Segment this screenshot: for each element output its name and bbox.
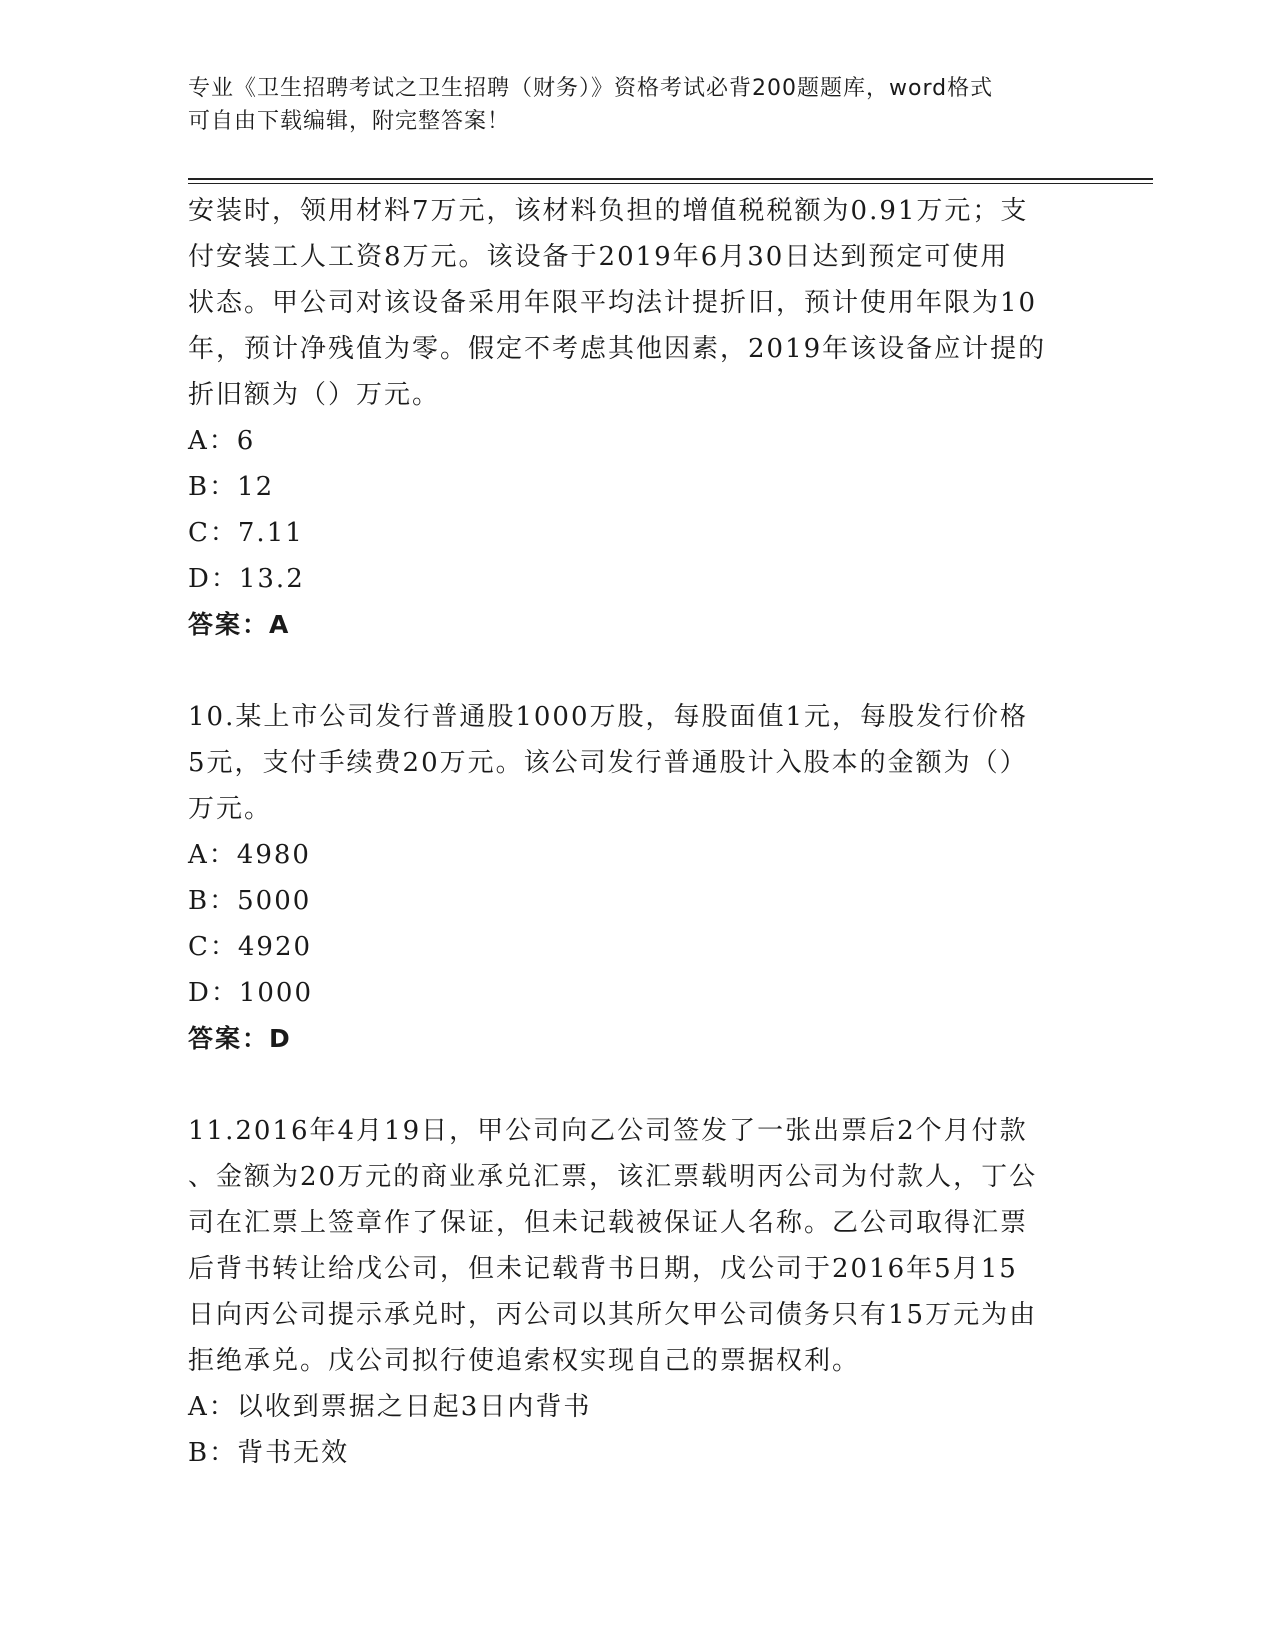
option-b: B：12 [188,472,275,502]
question-text-line: 日向丙公司提示承兑时，丙公司以其所欠甲公司债务只有15万元为由 [188,1300,1038,1330]
question-text-line: 后背书转让给戊公司，但未记载背书日期，戊公司于2016年5月15 [188,1254,1018,1284]
header-rule-thick [188,178,1153,180]
question-text-line: 11.2016年4月19日，甲公司向乙公司签发了一张出票后2个月付款 [188,1116,1028,1146]
document-header [188,72,1088,138]
question-text-line: 状态。甲公司对该设备采用年限平均法计提折旧，预计使用年限为10 [188,288,1038,318]
question-text-line: 付安装工人工资8万元。该设备于2019年6月30日达到预定可使用 [188,242,1009,272]
option-a: A：以收到票据之日起3日内背书 [188,1392,592,1422]
option-c: C：4920 [188,932,313,962]
question-text-line: 安装时，领用材料7万元，该材料负担的增值税税额为0.91万元；支 [188,196,1029,226]
option-b: B：5000 [188,886,312,916]
question-text-line: 5元，支付手续费20万元。该公司发行普通股计入股本的金额为（） [188,748,1028,778]
question-text-line: 、金额为20万元的商业承兑汇票，该汇票载明丙公司为付款人，丁公 [188,1162,1038,1192]
option-c: C：7.11 [188,518,304,548]
question-9 [188,188,1068,648]
option-d: D：1000 [188,978,314,1008]
option-b: B：背书无效 [188,1438,350,1468]
answer-line: 答案：D [188,1024,292,1053]
document-body [188,188,1068,1476]
option-a: A：4980 [188,840,311,870]
answer-line: 答案：A [188,610,291,639]
option-a: A：6 [188,426,256,456]
question-text-line: 年，预计净残值为零。假定不考虑其他因素，2019年该设备应计提的 [188,334,1047,364]
header-line-1: 专业《卫生招聘考试之卫生招聘（财务）》资格考试必背200题题库，word格式 [188,76,994,101]
header-line-2: 可自由下载编辑，附完整答案！ [188,109,511,134]
question-text-line: 拒绝承兑。戊公司拟行使追索权实现自己的票据权利。 [188,1346,861,1376]
question-text-line: 司在汇票上签章作了保证，但未记载被保证人名称。乙公司取得汇票 [188,1208,1029,1238]
question-11 [188,1108,1068,1476]
question-text-line: 折旧额为（）万元。 [188,380,441,410]
option-d: D：13.2 [188,564,305,594]
header-rule-thin [188,183,1153,184]
question-text-line: 10.某上市公司发行普通股1000万股，每股面值1元，每股发行价格 [188,702,1029,732]
spacer [188,648,1068,694]
spacer [188,1062,1068,1108]
question-10 [188,694,1068,1062]
question-text-line: 万元。 [188,794,273,824]
